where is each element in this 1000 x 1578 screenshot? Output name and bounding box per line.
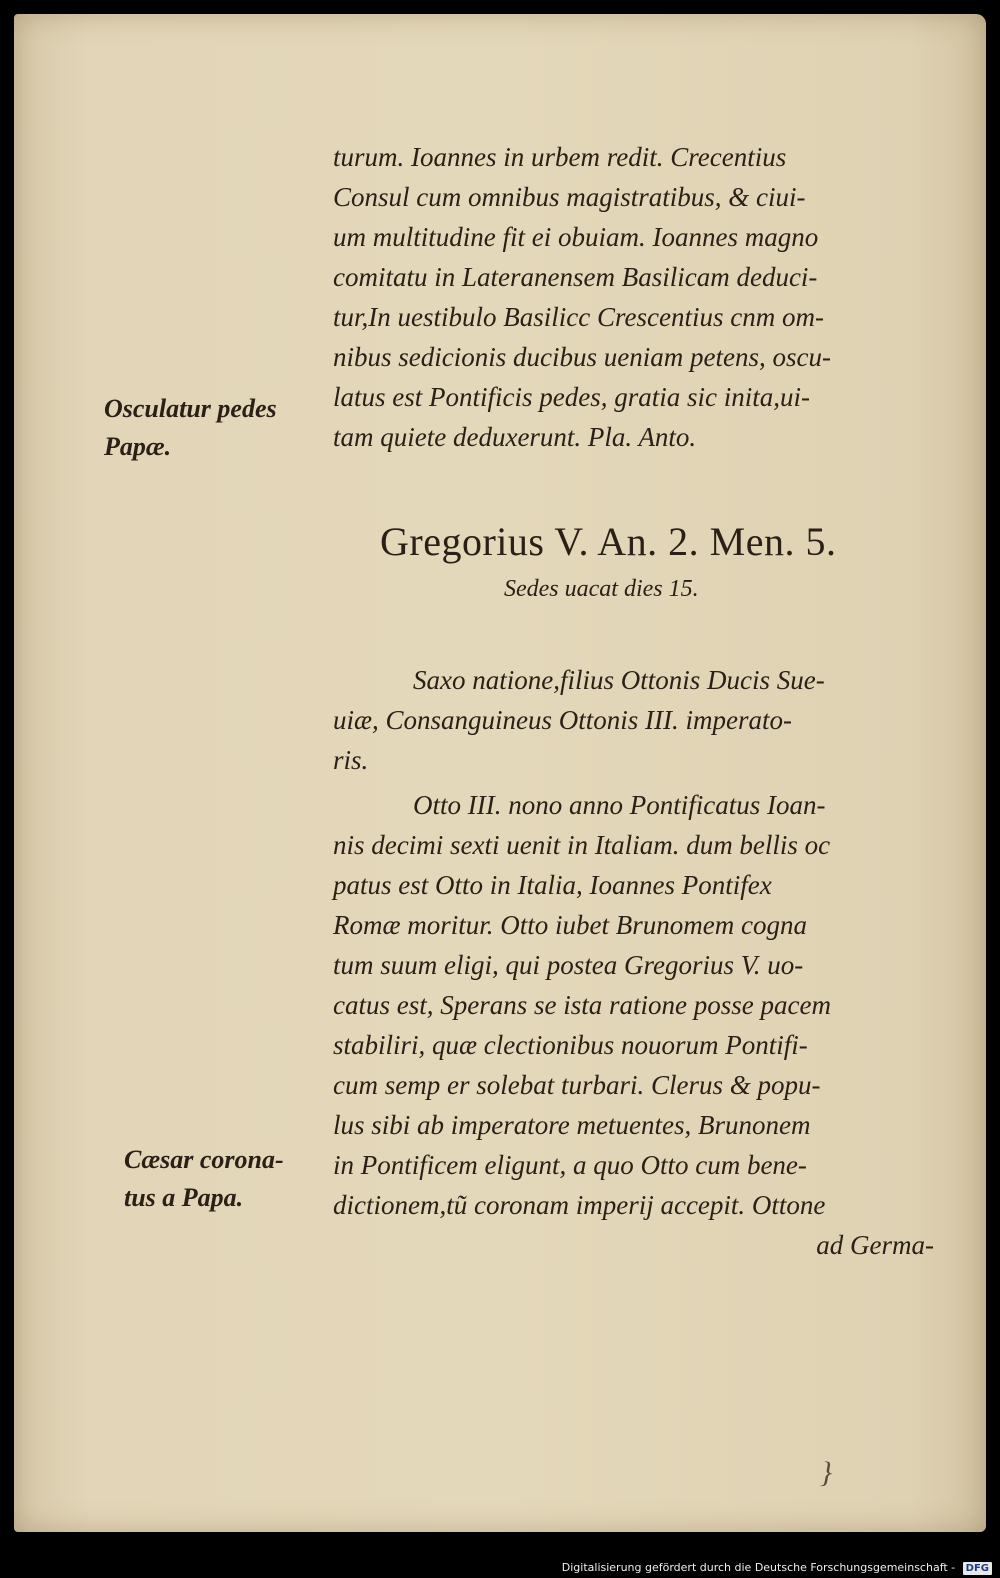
text-block-para1	[333, 660, 958, 780]
credit-text: Digitalisierung gefördert durch die Deutsche Forschungsgemeinschaft -	[561, 1561, 956, 1574]
text-line: tam quiete deduxerunt. Pla. Anto.	[333, 422, 697, 452]
margin-note-osculatur	[104, 390, 277, 466]
margin-note-line: tus a Papa.	[124, 1183, 244, 1212]
ink-mark: }	[820, 1456, 832, 1489]
text-line: tum suum eligi, qui postea Gregorius V. uo-	[333, 950, 804, 980]
text-line: nis decimi sexti uenit in Italiam. dum bellis oc	[333, 830, 831, 860]
text-line: nibus sedicionis ducibus ueniam petens, oscu-	[333, 342, 831, 372]
text-line: Saxo natione,filius Ottonis Ducis Sue-	[413, 665, 825, 695]
text-line: patus est Otto in Italia, Ioannes Pontifex	[333, 870, 772, 900]
section-subheading: Sedes uacat dies 15.	[504, 576, 699, 602]
text-line: stabiliri, quæ clectionibus nouorum Pontifi-	[333, 1030, 808, 1060]
text-line: latus est Pontificis pedes, gratia sic inita,ui-	[333, 382, 810, 412]
text-line: tur,In uestibulo Basilicc Crescentius cnm om-	[333, 302, 824, 332]
margin-note-line: Papæ.	[104, 432, 172, 461]
text-line: dictionem,tũ coronam imperij accepit. Ottone	[333, 1190, 826, 1220]
text-line: Otto III. nono anno Pontificatus Ioan-	[413, 790, 826, 820]
text-line: um multitudine fit ei obuiam. Ioannes magno	[333, 222, 819, 252]
text-line: Romæ moritur. Otto iubet Brunomem cogna	[333, 910, 807, 940]
margin-note-line: Osculatur pedes	[104, 394, 277, 423]
dfg-logo: DFG	[963, 1562, 992, 1575]
text-block-top	[333, 137, 958, 457]
text-block-para2	[333, 785, 958, 1265]
text-line: turum. Ioannes in urbem redit. Crecentius	[333, 142, 787, 172]
margin-note-line: Cæsar corona-	[124, 1145, 284, 1174]
text-line: lus sibi ab imperatore metuentes, Brunonem	[333, 1110, 811, 1140]
digitization-credit	[562, 1560, 992, 1576]
margin-note-caesar	[124, 1141, 284, 1217]
text-line: cum semp er solebat turbari. Clerus & popu-	[333, 1070, 821, 1100]
section-heading: Gregorius V. An. 2. Men. 5.	[380, 519, 837, 564]
text-line: ris.	[333, 745, 369, 775]
text-line: in Pontificem eligunt, a quo Otto cum bene-	[333, 1150, 807, 1180]
text-line: uiæ, Consanguineus Ottonis III. imperato-	[333, 705, 792, 735]
text-line: Consul cum omnibus magistratibus, & ciui-	[333, 182, 806, 212]
text-line: catus est, Sperans se ista ratione posse pacem	[333, 990, 831, 1020]
text-line: comitatu in Lateranensem Basilicam deduci-	[333, 262, 818, 292]
catchword: ad Germa-	[816, 1230, 934, 1260]
